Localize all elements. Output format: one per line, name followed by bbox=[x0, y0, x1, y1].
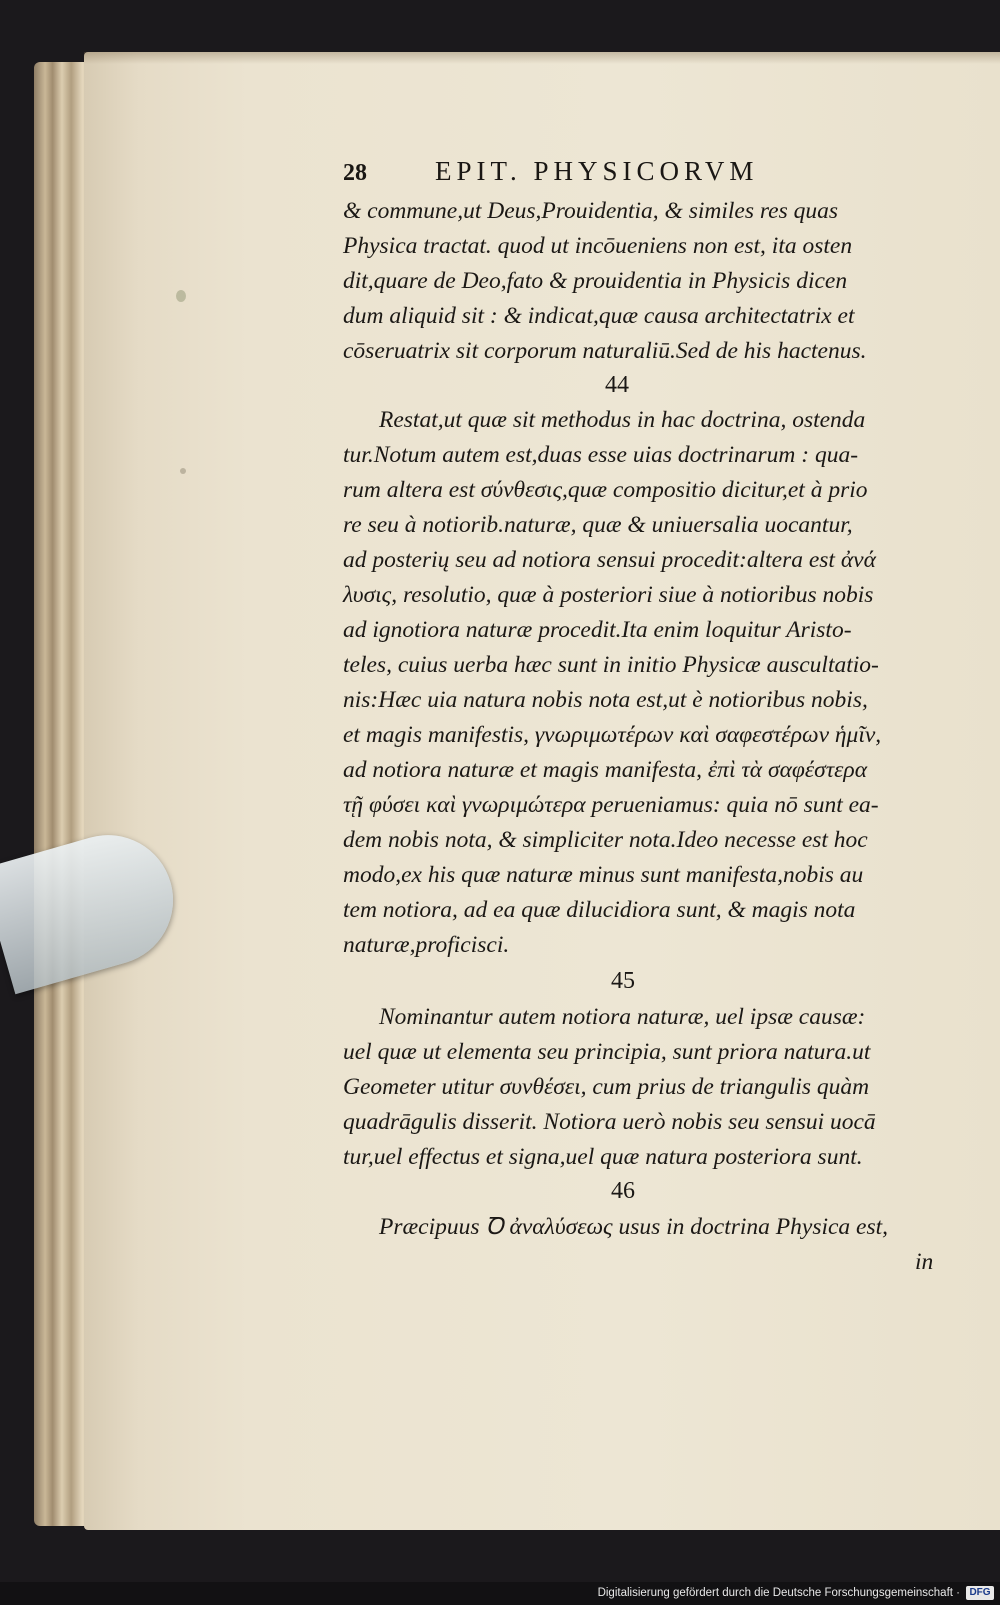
paper-stain bbox=[176, 290, 186, 302]
text-line: dem nobis nota, & simpliciter nota.Ideo necesse est hoc bbox=[343, 827, 868, 853]
text-line: cōseruatrix sit corporum naturaliū.Sed de his hactenus. bbox=[343, 338, 867, 364]
text-line: Physica tractat. quod ut incōueniens non est, ita osten bbox=[343, 233, 853, 259]
text-line: nis:Hæc uia natura nobis nota est,ut è notioribus nobis, bbox=[343, 687, 868, 713]
text-line: λυσις, resolutio, quæ à posteriori siue à notioribus nobis bbox=[343, 582, 874, 608]
digitization-credit: Digitalisierung gefördert durch die Deutsche Forschungsgemeinschaft · bbox=[597, 1587, 960, 1599]
text-line: dum aliquid sit : & indicat,quæ causa architectatrix et bbox=[343, 303, 855, 329]
section-number: 45 bbox=[611, 968, 635, 994]
text-line: ad ignotiora naturæ procedit.Ita enim loquitur Aristo- bbox=[343, 617, 852, 643]
text-line: & commune,ut Deus,Prouidentia, & similes res quas bbox=[343, 198, 838, 224]
text-line: ad posterių seu ad notiora sensui procedit:altera est ἀνά bbox=[343, 547, 876, 573]
text-line: τῇ φύσει καὶ γνωριμώτερα perueniamus: quia nō sunt ea- bbox=[343, 792, 879, 818]
dfg-logo: DFG bbox=[966, 1586, 994, 1600]
running-title: EPIT. PHYSICORVM bbox=[435, 156, 759, 186]
text-line: Nominantur autem notiora naturæ, uel ipsæ causæ: bbox=[379, 1004, 866, 1030]
page-number: 28 bbox=[343, 160, 367, 186]
paper-stain bbox=[180, 468, 186, 474]
text-line: Restat,ut quæ sit methodus in hac doctrina, ostenda bbox=[379, 407, 866, 433]
text-line: tur,uel effectus et signa,uel quæ natura posteriora sunt. bbox=[343, 1144, 863, 1170]
text-line: Præcipuus Ꝺ ἀναλύσεως usus in doctrina Physica est, bbox=[379, 1214, 889, 1240]
text-line: teles, cuius uerba hæc sunt in initio Physicæ auscultatio- bbox=[343, 652, 879, 678]
text-line: tur.Notum autem est,duas esse uias doctrinarum : qua- bbox=[343, 442, 859, 468]
text-line: uel quæ ut elementa seu principia, sunt priora natura.ut bbox=[343, 1039, 871, 1065]
text-line: naturæ,proficisci. bbox=[343, 932, 510, 958]
text-line: rum altera est σύνθεσις,quæ compositio dicitur,et à prio bbox=[343, 477, 868, 503]
text-line: dit,quare de Deo,fato & prouidentia in Physicis dicen bbox=[343, 268, 848, 294]
text-line: tem notiora, ad ea quæ dilucidiora sunt, & magis nota bbox=[343, 897, 856, 923]
text-line: ad notiora naturæ et magis manifesta, ἐπὶ τὰ σαφέστερα bbox=[343, 757, 868, 783]
section-number: 44 bbox=[605, 372, 629, 398]
text-line: re seu à notiorib.naturæ, quæ & uniuersalia uocantur, bbox=[343, 512, 853, 538]
text-line: modo,ex his quæ naturæ minus sunt manifesta,nobis au bbox=[343, 862, 864, 888]
catchword: in bbox=[915, 1249, 934, 1275]
text-line: et magis manifestis, γνωριμωτέρων καὶ σαφεστέρων ἡμῖν, bbox=[343, 722, 882, 748]
text-line: Geometer utitur συνθέσει, cum prius de triangulis quàm bbox=[343, 1074, 870, 1100]
section-number: 46 bbox=[611, 1178, 635, 1204]
body-text bbox=[343, 0, 943, 1605]
text-line: quadrāgulis disserit. Notiora uerò nobis seu sensui uocā bbox=[343, 1109, 876, 1135]
